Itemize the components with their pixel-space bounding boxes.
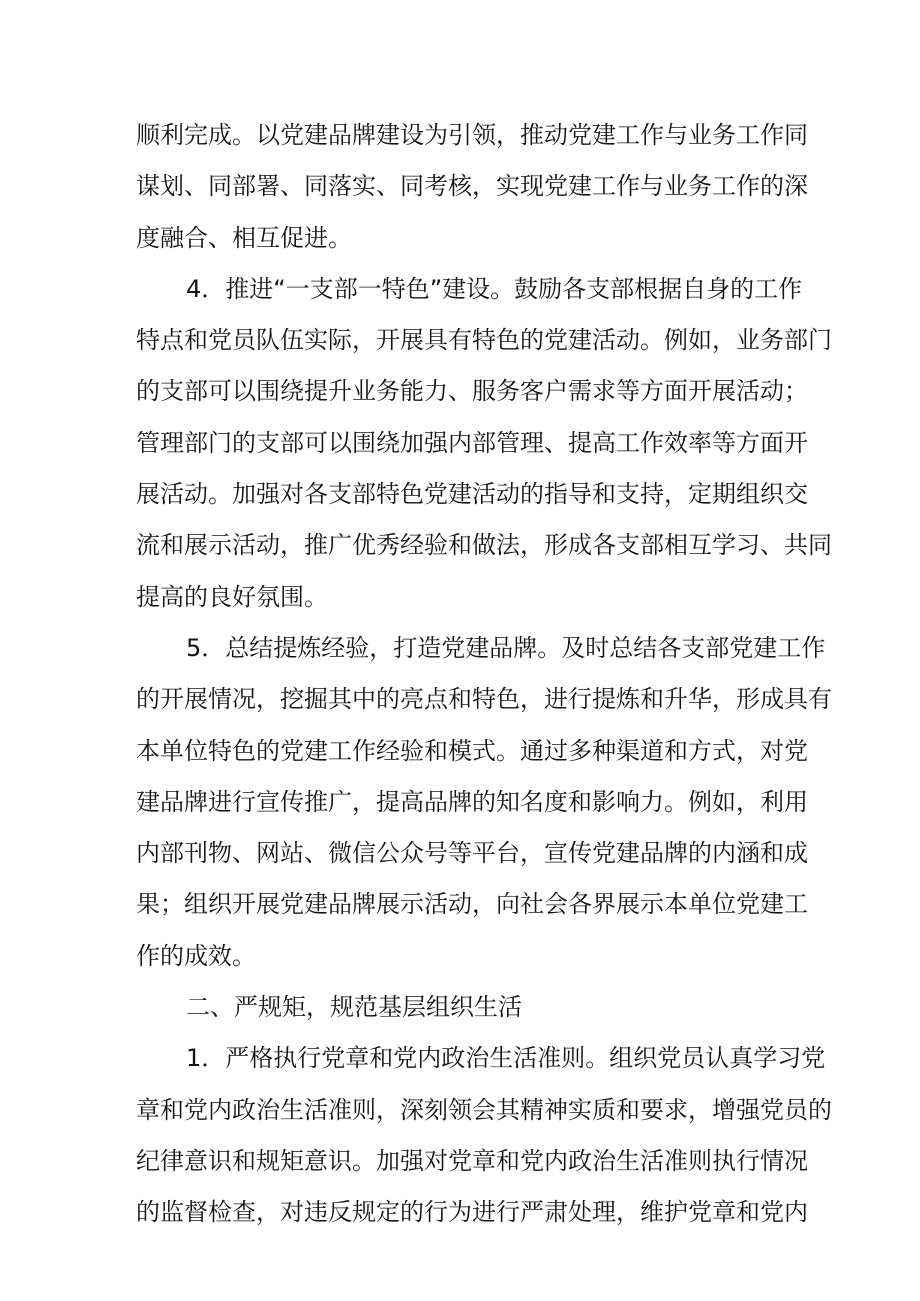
text-line: 展活动。加强对各支部特色党建活动的指导和支持，定期组织交 bbox=[136, 480, 808, 509]
text-line: 管理部门的支部可以围绕加强内部管理、提高工作效率等方面开 bbox=[136, 428, 808, 457]
text-line: 纪律意识和规矩意识。加强对党章和党内政治生活准则执行情况 bbox=[136, 1146, 808, 1175]
document-body bbox=[136, 110, 832, 1239]
text-line: 特点和党员队伍实际，开展具有特色的党建活动。例如，业务部门 bbox=[136, 326, 832, 355]
text-line: 5．总结提炼经验，打造党建品牌。及时总结各支部党建工作 bbox=[186, 633, 826, 662]
text-line: 流和展示活动，推广优秀经验和做法，形成各支部相互学习、共同 bbox=[136, 531, 832, 560]
text-line: 建品牌进行宣传推广，提高品牌的知名度和影响力。例如，利用 bbox=[136, 787, 808, 816]
text-line: 内部刊物、网站、微信公众号等平台，宣传党建品牌的内涵和成 bbox=[136, 839, 808, 868]
text-line: 的开展情况，挖掘其中的亮点和特色，进行提炼和升华，形成具有 bbox=[136, 685, 832, 714]
text-line: 的监督检查，对违反规定的行为进行严肃处理，维护党章和党内 bbox=[136, 1198, 808, 1227]
text-line: 二、严规矩，规范基层组织生活 bbox=[186, 993, 522, 1022]
text-line: 果；组织开展党建品牌展示活动，向社会各界展示本单位党建工 bbox=[136, 890, 808, 919]
text-line: 作的成效。 bbox=[136, 941, 256, 970]
text-line: 谋划、同部署、同落实、同考核，实现党建工作与业务工作的深 bbox=[136, 172, 808, 201]
text-line: 4．推进“一支部一特色”建设。鼓励各支部根据自身的工作 bbox=[186, 274, 803, 303]
text-line: 1．严格执行党章和党内政治生活准则。组织党员认真学习党 bbox=[186, 1044, 826, 1073]
text-line: 提高的良好氛围。 bbox=[136, 582, 328, 611]
text-line: 度融合、相互促进。 bbox=[136, 223, 352, 252]
text-line: 顺利完成。以党建品牌建设为引领，推动党建工作与业务工作同 bbox=[136, 121, 808, 149]
text-line: 章和党内政治生活准则，深刻领会其精神实质和要求，增强党员的 bbox=[136, 1095, 832, 1124]
text-line: 本单位特色的党建工作经验和模式。通过多种渠道和方式，对党 bbox=[136, 736, 808, 765]
text-line: 的支部可以围绕提升业务能力、服务客户需求等方面开展活动； bbox=[136, 377, 808, 406]
